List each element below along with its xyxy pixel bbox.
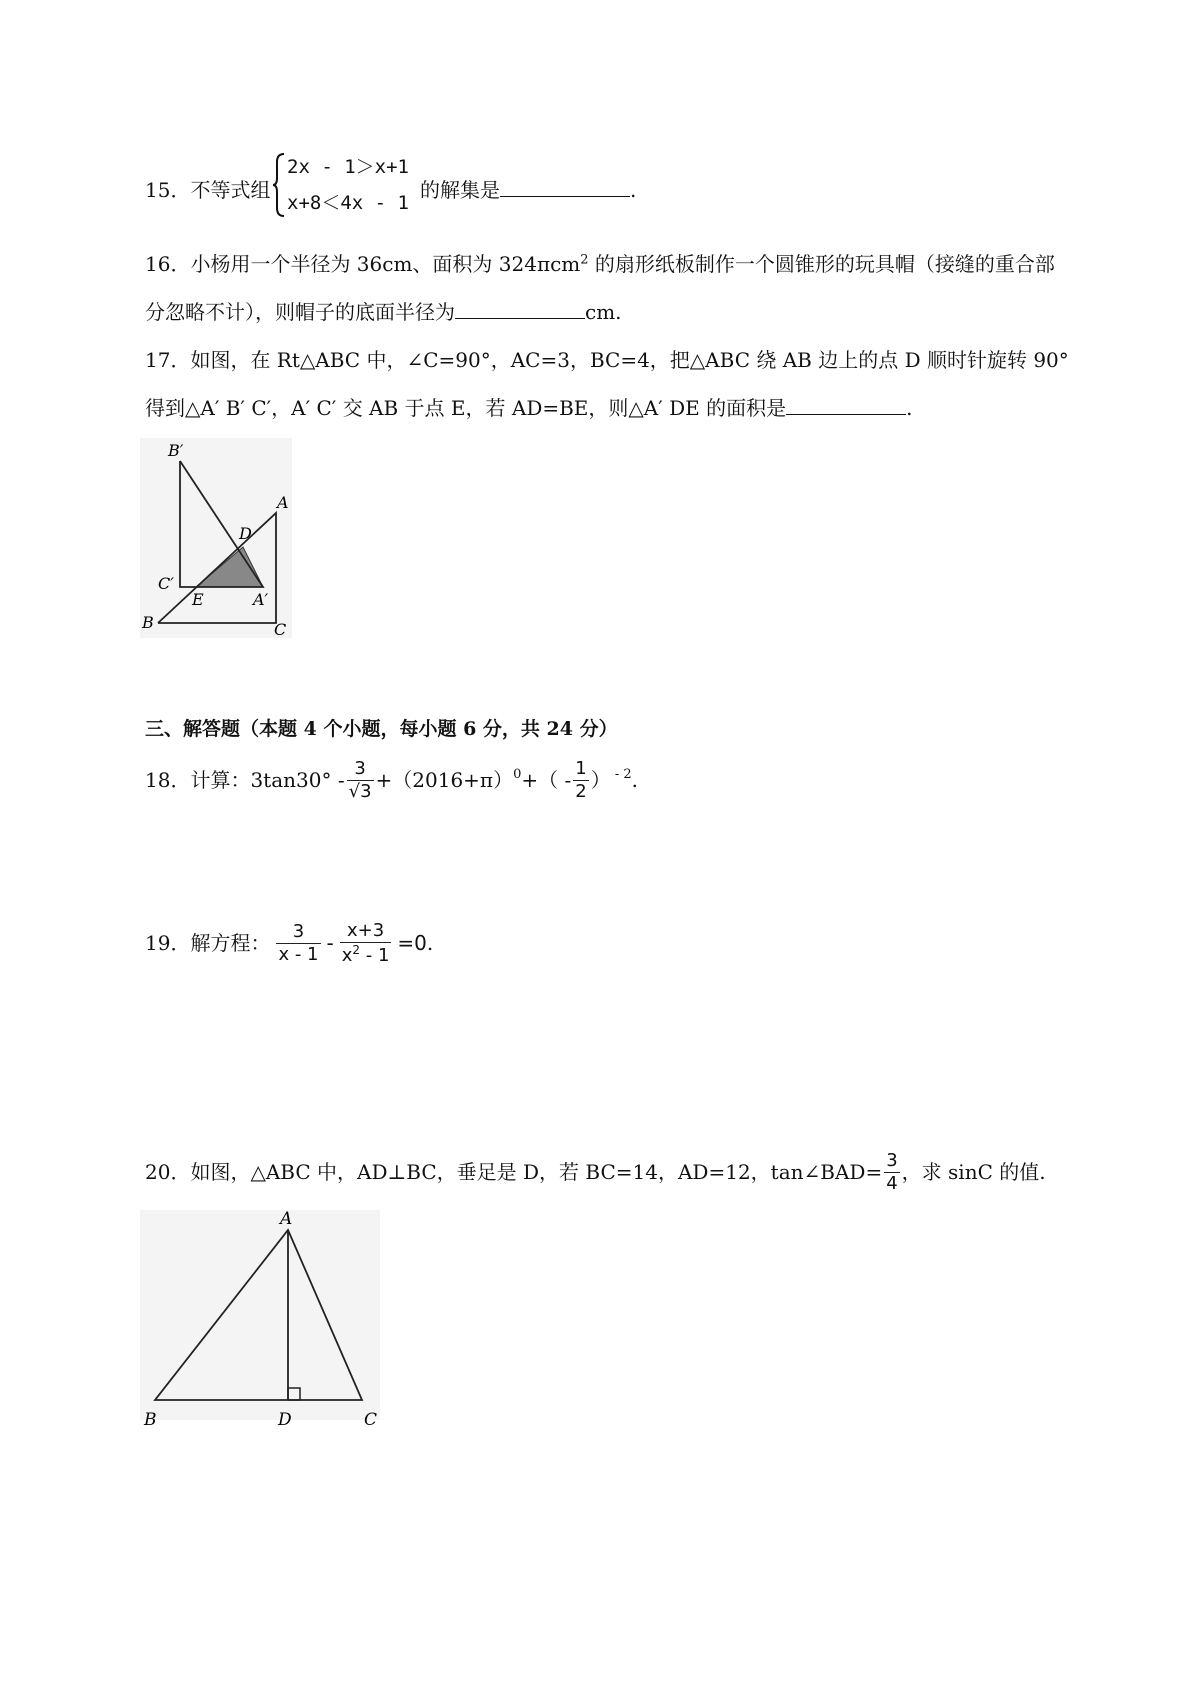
q16-superscript: 2 xyxy=(580,252,589,268)
q18-fraction-2 xyxy=(573,758,588,802)
question-17-line2 xyxy=(145,396,912,420)
q19-frac2-den-rest: - 1 xyxy=(360,944,390,966)
q15-end: . xyxy=(630,178,637,202)
question-19 xyxy=(145,920,433,966)
q17-figure xyxy=(140,438,292,638)
question-16-line1 xyxy=(145,252,1055,276)
q19-fraction-1 xyxy=(276,921,320,965)
q19-frac1-num: 3 xyxy=(276,921,320,944)
q19-minus: - xyxy=(326,931,334,956)
q16-text-a: 16．小杨用一个半径为 36cm、面积为 324πcm xyxy=(145,252,581,276)
q19-fraction-2 xyxy=(340,920,392,966)
q18-exponent-neg2: - 2 xyxy=(610,766,632,782)
q15-system-line1: 2x - 1＞x+1 xyxy=(287,156,409,178)
q18-close-paren: ） xyxy=(590,768,611,793)
q18-fraction-1 xyxy=(347,758,374,802)
label-c: C xyxy=(364,1410,378,1430)
question-15 xyxy=(145,178,270,202)
q15-system-line2: x+8＜4x - 1 xyxy=(287,192,409,214)
q19-prefix: 19．解方程： xyxy=(145,931,271,956)
q18-prefix: 18．计算：3tan30° - xyxy=(145,768,345,793)
label-e: E xyxy=(192,590,204,609)
q15-suffix xyxy=(420,178,636,202)
label-a-prime: A′ xyxy=(253,590,269,609)
q18-frac1-den: √3 xyxy=(348,780,372,802)
q18-frac2-num: 1 xyxy=(575,758,587,779)
question-16-line2 xyxy=(145,300,622,324)
q15-system-brace xyxy=(272,152,286,218)
q19-frac2-den-sup: 2 xyxy=(352,942,361,957)
section-heading: 三、解答题（本题 4 个小题，每小题 6 分，共 24 分） xyxy=(145,718,618,740)
label-a: A xyxy=(280,1210,293,1229)
q20-fraction xyxy=(884,1150,899,1194)
q19-frac2-den xyxy=(340,943,392,967)
q19-frac2-num: x+3 xyxy=(340,920,392,943)
q17-end: . xyxy=(906,396,913,420)
q17-line2-text: 得到△A′ B′ C′，A′ C′ 交 AB 于点 E，若 AD=BE，则△A′ DE 的面积是 xyxy=(145,396,787,420)
q19-equals-zero: =0 xyxy=(397,931,427,956)
label-c: C xyxy=(274,620,287,638)
label-b: B xyxy=(144,1410,157,1430)
label-b-prime: B′ xyxy=(168,441,184,460)
q16-line2-text: 分忽略不计），则帽子的底面半径为 xyxy=(145,300,455,324)
q20-text-b: ，求 sinC 的值. xyxy=(901,1160,1046,1185)
q19-frac2-den-base: x xyxy=(341,944,353,966)
q16-text-b: 的扇形纸板制作一个圆锥形的玩具帽（接缝的重合部 xyxy=(588,252,1055,276)
q18-mid: +（2016+π） xyxy=(375,768,514,793)
q19-frac1-den: x - 1 xyxy=(278,943,319,965)
q17-answer-blank xyxy=(786,396,906,415)
q15-prefix: 不等式组 xyxy=(190,178,271,202)
q20-frac-num: 3 xyxy=(886,1150,898,1171)
label-c-prime: C′ xyxy=(158,574,174,593)
q20-frac-den: 4 xyxy=(886,1172,898,1194)
q19-end: . xyxy=(426,931,434,956)
label-d: D xyxy=(239,524,252,543)
question-17-line1: 17．如图，在 Rt△ABC 中，∠C=90°，AC=3，BC=4，把△ABC 绕 AB 边上的点 D 顺时针旋转 90° xyxy=(145,348,1069,372)
q15-answer-blank xyxy=(500,178,630,197)
q18-exponent-0: 0 xyxy=(513,766,522,782)
q20-text-a: 20．如图，△ABC 中，AD⊥BC，垂足是 D，若 BC=14，AD=12，tan∠BAD= xyxy=(145,1160,883,1185)
q15-suffix-text: 的解集是 xyxy=(420,178,500,202)
q18-frac2-den: 2 xyxy=(575,780,587,802)
q16-unit: cm. xyxy=(585,300,622,324)
label-a: A xyxy=(277,493,289,512)
question-20 xyxy=(145,1150,1046,1194)
q18-frac1-num: 3 xyxy=(347,758,374,781)
label-d: D xyxy=(278,1410,292,1430)
q18-end: . xyxy=(631,768,638,793)
q20-figure xyxy=(140,1210,380,1440)
q16-answer-blank xyxy=(455,300,585,319)
q15-number: 15． xyxy=(145,178,191,202)
label-b: B xyxy=(142,613,154,632)
q18-plus: +（ - xyxy=(521,768,572,793)
question-18 xyxy=(145,758,638,802)
